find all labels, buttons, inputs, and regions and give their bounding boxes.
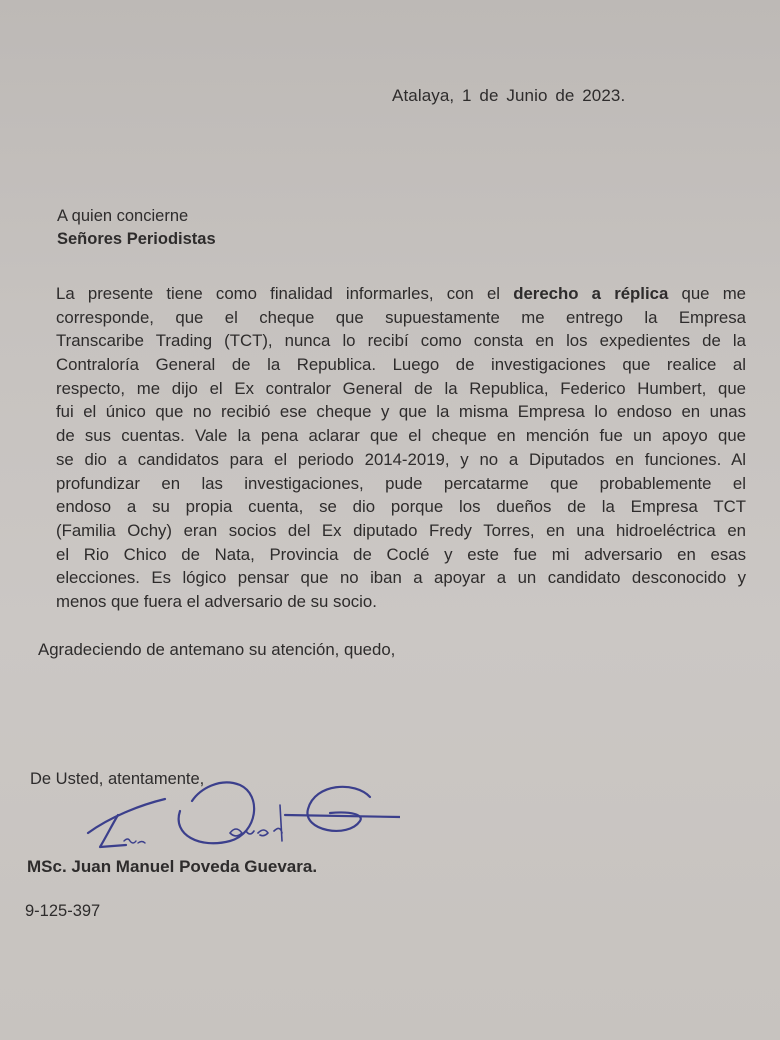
body-line: respecto, me dijo el Ex contralor General de la Republica, Federico Humbert, que bbox=[56, 378, 746, 398]
body-line bbox=[56, 282, 746, 306]
body-line: (Familia Ochy) eran socios del Ex diputado Fredy Torres, en una hidroeléctrica en bbox=[56, 520, 746, 540]
thanks-line: Agradeciendo de antemano su atención, quedo, bbox=[38, 640, 396, 659]
signatory-name: MSc. Juan Manuel Poveda Guevara. bbox=[27, 857, 318, 876]
letter-body bbox=[56, 282, 746, 614]
body-line: Contraloría General de la Republica. Luego de investigaciones que realice al bbox=[56, 355, 746, 375]
salutation-line-2: Señores Periodistas bbox=[57, 230, 216, 248]
emphasis-derecho-a-replica: derecho a réplica bbox=[513, 284, 669, 303]
body-line: menos que fuera el adversario de su socio. bbox=[56, 591, 377, 611]
body-line-text: La presente tiene como finalidad informarles, con el bbox=[56, 284, 514, 303]
salutation bbox=[57, 205, 216, 251]
body-line: el Rio Chico de Nata, Provincia de Coclé y este fue mi adversario en esas bbox=[56, 544, 746, 564]
body-line-text: que me bbox=[668, 284, 747, 303]
body-line: de sus cuentas. Vale la pena aclarar que el cheque en mención fue un apoyo que bbox=[56, 426, 746, 446]
body-line: profundizar en las investigaciones, pude percatarme que probablemente el bbox=[56, 473, 746, 493]
salutation-line-1: A quien concierne bbox=[57, 207, 189, 225]
body-line: se dio a candidatos para el periodo 2014-2019, y no a Diputados en funciones. Al bbox=[56, 449, 746, 469]
body-line: Transcaribe Trading (TCT), nunca lo recibí como consta en los expedientes de la bbox=[56, 331, 746, 351]
id-number: 9-125-397 bbox=[25, 902, 101, 920]
body-line: endoso a su propia cuenta, se dio porque los dueños de la Empresa TCT bbox=[56, 497, 746, 517]
closing-line: De Usted, atentamente, bbox=[30, 770, 205, 788]
body-line: corresponde, que el cheque que supuestamente me entrego la Empresa bbox=[56, 307, 746, 327]
letter-date: Atalaya, 1 de Junio de 2023. bbox=[392, 86, 626, 105]
body-line: fui el único que no recibió ese cheque y que la misma Empresa lo endoso en unas bbox=[56, 402, 746, 422]
body-line: elecciones. Es lógico pensar que no iban a apoyar a un candidato desconocido y bbox=[56, 568, 746, 588]
handwritten-signature bbox=[80, 775, 400, 855]
